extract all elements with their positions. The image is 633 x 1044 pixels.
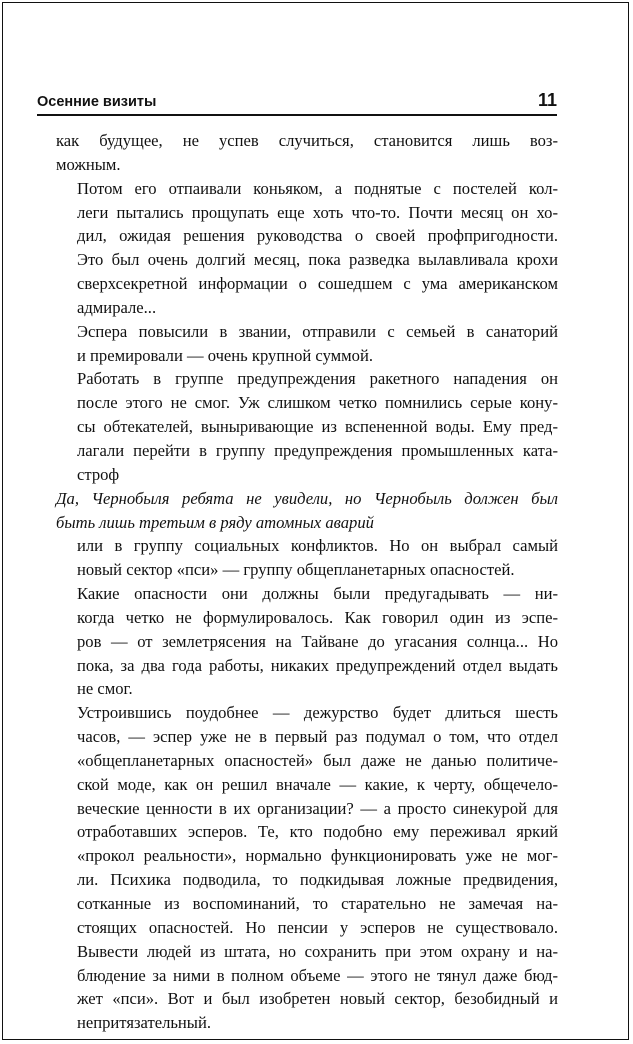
text-line: Потом его отпаивали коньяком, а поднятые с постелей кол- <box>77 178 558 198</box>
paragraph <box>56 534 558 582</box>
paragraph <box>56 582 558 701</box>
text-line: или в группу социальных конфликтов. Но он выбрал самый <box>77 536 558 556</box>
text-line: леги пытались прощупать еще хоть что-то. Почти месяц он хо- <box>77 202 558 222</box>
paragraph <box>56 487 558 535</box>
text-line: дил, ожидая решения руководства о своей профпригодности. <box>77 226 558 246</box>
text-line: сотканные из воспоминаний, то старательно не замечая на- <box>77 894 558 913</box>
text-line: пока, за два года работы, никаких предупреждений отдел выдать <box>77 655 558 675</box>
text-line: отработавших эсперов. Те, кто подобно ему переживал яркий <box>77 822 558 842</box>
paragraph <box>56 701 558 1035</box>
page-number: 11 <box>537 90 557 110</box>
text-line: ской моде, как он решил вначале — какие, к черту, общечело- <box>77 774 558 794</box>
text-line: и премировали — очень крупной суммой. <box>77 345 373 365</box>
text-line: часов, — эспер уже не в первый раз подумал о том, что отдел <box>77 727 558 747</box>
text-line: быть лишь третьим в ряду атомных аварий <box>56 512 374 532</box>
text-line: стоящих опасностей. Но пенсии у эсперов не существовало. <box>77 917 558 937</box>
text-line: можным. <box>56 154 121 174</box>
paragraph <box>56 367 558 486</box>
text-line: сверхсекретной информации о сошедшем с ума американском <box>77 274 558 294</box>
text-line: «прокол реальности», нормально функционировать уже не мог- <box>77 846 558 866</box>
text-line: Какие опасности они должны были предугадывать — ни- <box>77 584 558 604</box>
text-line: строф <box>77 464 120 484</box>
paragraph <box>56 129 558 177</box>
text-line: Да, Чернобыля ребята не увидели, но Чернобыль должен был <box>56 488 558 508</box>
running-header <box>37 90 557 116</box>
text-line: новый сектор «пси» — группу общепланетарных опасностей. <box>77 560 515 580</box>
text-line: веческие ценности в их организации? — а просто синекурой для <box>77 798 558 818</box>
text-line: непритязательный. <box>77 1013 211 1033</box>
text-line: ров — от землетрясения на Тайване до угасания солнца... Но <box>77 631 558 651</box>
text-line: Эспера повысили в звании, отправили с семьей в санаторий <box>77 321 558 341</box>
text-line: когда четко не формулировалось. Как говорил один из эспе- <box>77 607 558 627</box>
text-line: ли. Психика подводила, то подкидывая ложные предвидения, <box>77 870 558 890</box>
body-text <box>56 129 558 1035</box>
running-title: Осенние визиты <box>37 94 157 110</box>
text-line: как будущее, не успев случиться, становится лишь воз- <box>56 131 558 150</box>
header-rule <box>37 114 557 116</box>
text-line: Устроившись поудобнее — дежурство будет длиться шесть <box>77 703 558 723</box>
text-line: сы обтекателей, выныривающие из вспененной воды. Ему пред- <box>77 417 558 437</box>
paragraph <box>56 320 558 368</box>
text-line: не смог. <box>77 679 133 699</box>
text-line: жет «пси». Вот и был изобретен новый сектор, безобидный и <box>77 989 558 1009</box>
text-line: лагали перейти в группу предупреждения промышленных ката- <box>77 440 558 460</box>
text-line: Это был очень долгий месяц, пока разведка вылавливала крохи <box>77 250 558 270</box>
text-line: «общепланетарных опасностей» был даже не данью политиче- <box>77 750 558 770</box>
text-line: блюдение за ними в полном объеме — этого не тянул даже бюд- <box>77 965 558 985</box>
text-line: Вывести людей из штата, но сохранить при этом охрану и на- <box>77 941 558 961</box>
text-line: адмирале... <box>77 297 157 317</box>
text-line: после этого не смог. Уж слишком четко помнились серые кону- <box>77 393 558 413</box>
paragraph <box>56 177 558 320</box>
text-line: Работать в группе предупреждения ракетного нападения он <box>77 369 558 389</box>
